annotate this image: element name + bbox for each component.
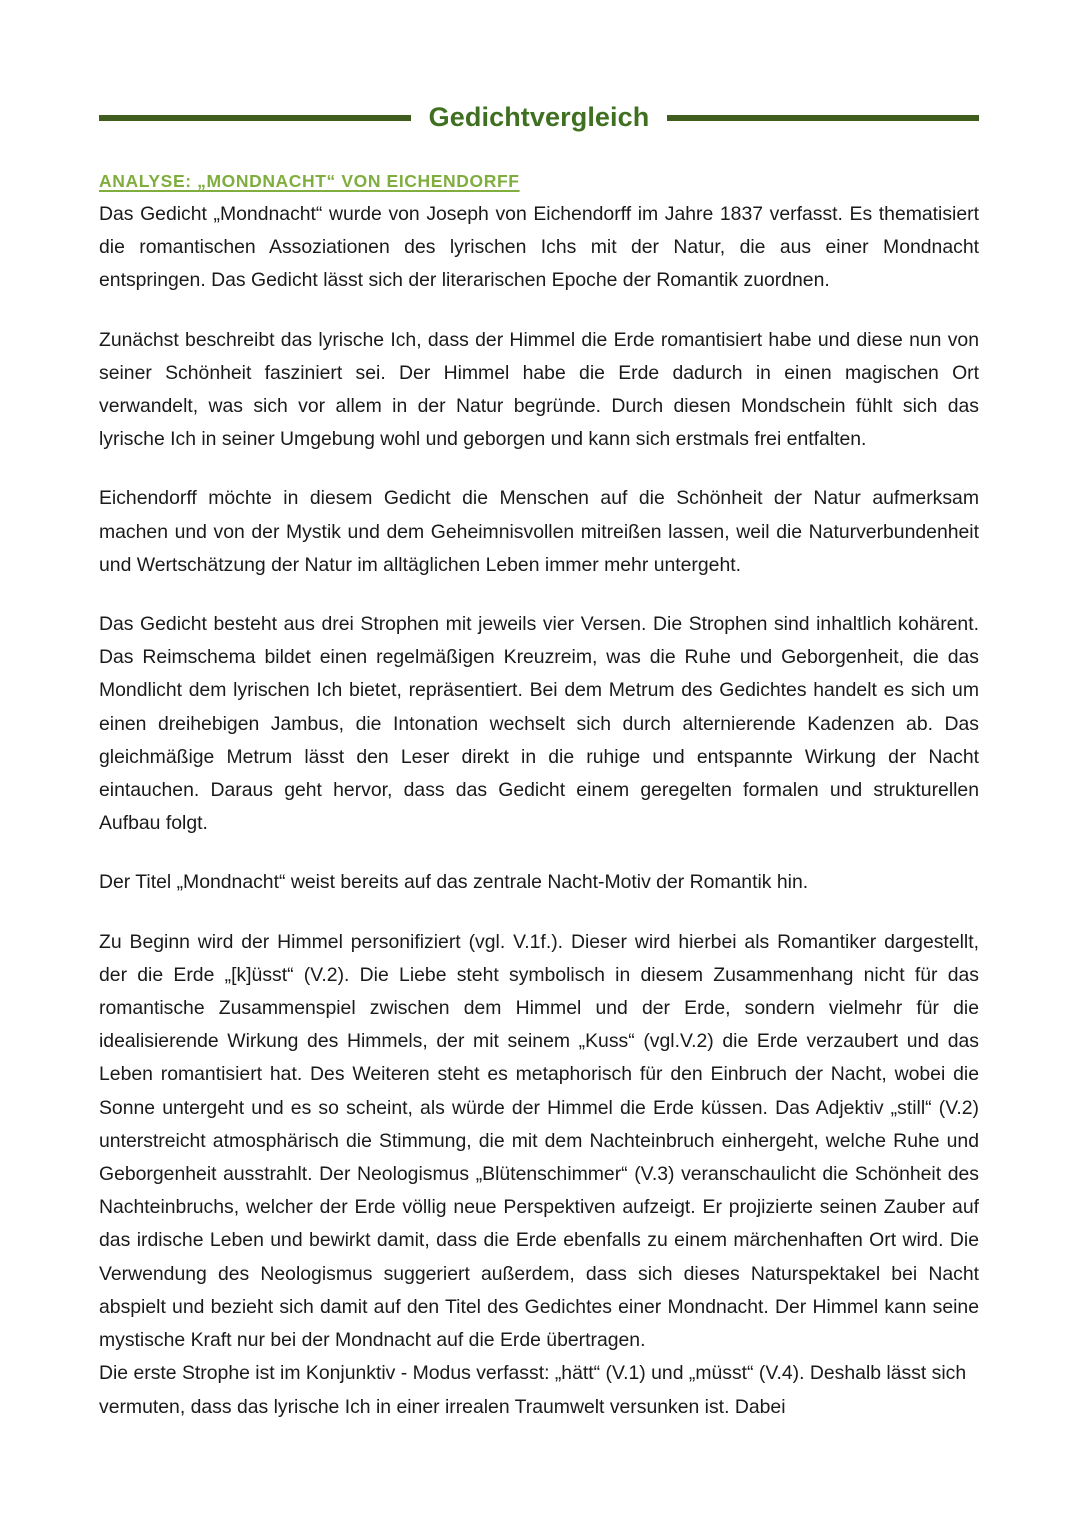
paragraph-form: Das Gedicht besteht aus drei Strophen mit jeweils vier Versen. Die Strophen sind inhaltlich kohärent. Das Reimschema bildet einen regelmäßigen Kreuzreim, was die Ruhe und Geborgenheit, die das Mondlicht dem lyrischen Ich bietet, repräsentiert. Bei dem Metrum des Gedichtes handelt es sich um einen dreihebigen Jambus, die Intonation wechselt sich durch alternierende Kadenzen ab. Das gleichmäßige Metrum lässt den Leser direkt in die ruhige und entspannte Wirkung der Nacht eintauchen. Daraus geht hervor, dass das Gedicht einem geregelten formalen und strukturellen Aufbau folgt. (99, 613, 979, 835)
paragraph-analyse-strophe1: Zu Beginn wird der Himmel personifiziert (vgl. V.1f.). Dieser wird hierbei als Romantiker dargestellt, der die Erde „[k]üsst“ (V.2). Die Liebe steht symbolisch in diesem Zusammenhang nicht für das romantische Zusammenspiel zwischen dem Himmel und der Erde, sondern vielmehr für die idealisierende Wirkung des Himmels, der mit seinem „Kuss“ (vgl.V.2) die Erde verzaubert und das Leben romantisiert hat. Des Weiteren steht es metaphorisch für den Einbruch der Nacht, wobei die Sonne untergeht und es so scheint, als würde der Himmel die Erde küssen. Das Adjektiv „still“ (V.2) unterstreicht atmosphärisch die Stimmung, die mit dem Nachteinbruch einhergeht, welche Ruhe und Geborgenheit ausstrahlt. Der Neologismus „Blütenschimmer“ (V.3) veranschaulicht die Schönheit des Nachteinbruchs, welcher der Erde völlig neue Perspektiven aufzeigt. Er projizierte seinen Zauber auf das irdische Leben und bewirkt damit, dass die Erde ebenfalls zu einem märchenhaften Ort wird. Die Verwendung des Neologismus suggeriert außerdem, dass sich dieses Naturspektakel bei Nacht abspielt und bezieht sich damit auf den Titel des Gedichtes einer Mondnacht. Der Himmel kann seine mystische Kraft nur bei der Mondnacht auf die Erde übertragen. (99, 930, 979, 1352)
paragraph-inhalt: Zunächst beschreibt das lyrische Ich, dass der Himmel die Erde romantisiert habe und diese nun von seiner Schönheit fasziniert sei. Der Himmel habe die Erde dadurch in einen magischen Ort verwandelt, was sich vor allem in der Natur begründe. Durch diesen Mondschein fühlt sich das lyrische Ich in seiner Umgebung wohl und geborgen und kann sich erstmals frei entfalten. (99, 328, 979, 451)
document-header (99, 104, 979, 131)
paragraph-intention: Eichendorff möchte in diesem Gedicht die Menschen auf die Schönheit der Natur aufmerksam machen und von der Mystik und dem Geheimnisvollen mitreißen lassen, weil die Naturverbundenheit und Wertschätzung der Natur im alltäglichen Leben immer mehr untergeht. (99, 487, 979, 576)
header-rule-left (99, 115, 411, 121)
paragraph-intro: Das Gedicht „Mondnacht“ wurde von Joseph von Eichendorff im Jahre 1837 verfasst. Es thematisiert die romantischen Assoziationen des lyrischen Ichs mit der Natur, die aus einer Mondnacht entspringen. Das Gedicht lässt sich der literarischen Epoche der Romantik zuordnen. (99, 203, 979, 292)
header-rule-right (667, 115, 979, 121)
page-title: Gedichtvergleich (428, 102, 650, 132)
paragraph-konjunktiv: Die erste Strophe ist im Konjunktiv - Modus verfasst: „hätt“ (V.1) und „müsst“ (V.4). Deshalb lässt sich vermuten, dass das lyrische Ich in einer irrealen Traumwelt versunken ist. Dabei (99, 1362, 967, 1418)
document-content (99, 0, 979, 1424)
body-text (99, 198, 979, 1424)
paragraph-titel: Der Titel „Mondnacht“ weist bereits auf das zentrale Nacht-Motiv der Romantik hin. (99, 871, 809, 894)
section-heading-analyse: ANALYSE: „MONDNACHT“ VON EICHENDORFF (99, 171, 520, 191)
